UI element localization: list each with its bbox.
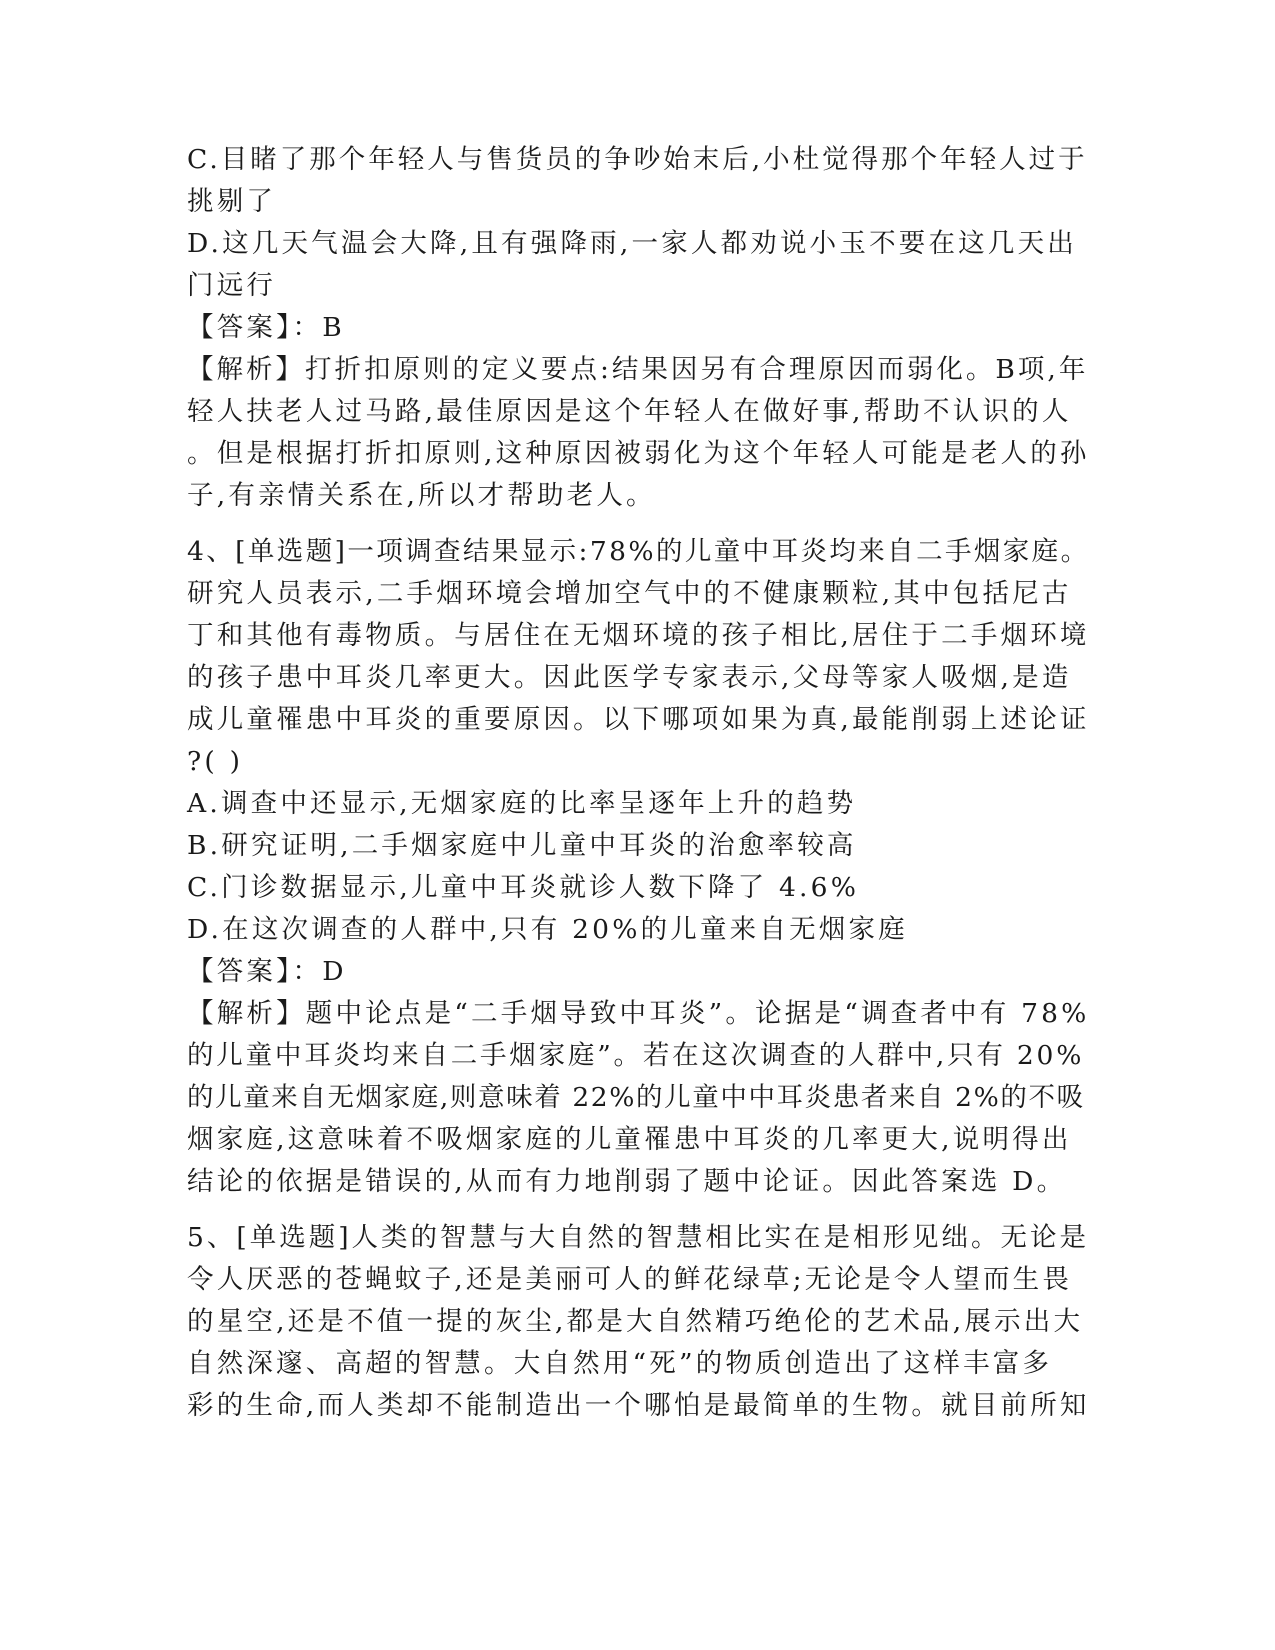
q5-stem-line-3: 的星空,还是不值一提的灰尘,都是大自然精巧绝伦的艺术品,展示出大 bbox=[187, 1306, 1084, 1337]
q4-analysis-line-4: 烟家庭,这意味着不吸烟家庭的儿童罹患中耳炎的几率更大,说明得出 bbox=[187, 1124, 1072, 1155]
q3-analysis-line-4: 子,有亲情关系在,所以才帮助老人。 bbox=[187, 480, 656, 511]
q3-answer: 【答案】：B bbox=[187, 312, 345, 343]
q3-option-c-line-2: 挑剔了 bbox=[187, 186, 277, 217]
q4-analysis-line-2: 的儿童中耳炎均来自二手烟家庭”。若在这次调查的人群中,只有 20% bbox=[187, 1040, 1085, 1071]
q4-analysis-line-1: 【解析】题中论点是“二手烟导致中耳炎”。论据是“调查者中有 78% bbox=[187, 998, 1090, 1029]
q4-answer: 【答案】：D bbox=[187, 956, 347, 987]
q5-stem-line-4: 自然深邃、高超的智慧。大自然用“死”的物质创造出了这样丰富多 bbox=[187, 1348, 1053, 1379]
q4-stem-line-3: 丁和其他有毒物质。与居住在无烟环境的孩子相比,居住于二手烟环境 bbox=[187, 620, 1090, 651]
q4-option-d: D.在这次调查的人群中,只有 20%的儿童来自无烟家庭 bbox=[187, 914, 908, 945]
q4-stem-line-6: ?( ) bbox=[187, 746, 244, 777]
q4-stem-line-1: 4、[单选题]一项调查结果显示:78%的儿童中耳炎均来自二手烟家庭。 bbox=[187, 536, 1090, 567]
q3-analysis-line-2: 轻人扶老人过马路,最佳原因是这个年轻人在做好事,帮助不认识的人 bbox=[187, 396, 1072, 427]
q4-option-c: C.门诊数据显示,儿童中耳炎就诊人数下降了 4.6% bbox=[187, 872, 860, 903]
q4-option-b: B.研究证明,二手烟家庭中儿童中耳炎的治愈率较高 bbox=[187, 830, 857, 861]
q4-option-a: A.调查中还显示,无烟家庭的比率呈逐年上升的趋势 bbox=[187, 788, 857, 819]
q3-option-d-line-2: 门远行 bbox=[187, 270, 277, 301]
q4-stem-line-2: 研究人员表示,二手烟环境会增加空气中的不健康颗粒,其中包括尼古 bbox=[187, 578, 1072, 609]
q3-analysis-line-1: 【解析】打折扣原则的定义要点:结果因另有合理原因而弱化。B项,年 bbox=[187, 354, 1089, 385]
q3-option-c-line-1: C.目睹了那个年轻人与售货员的争吵始末后,小杜觉得那个年轻人过于 bbox=[187, 144, 1088, 175]
q4-stem-line-5: 成儿童罹患中耳炎的重要原因。以下哪项如果为真,最能削弱上述论证 bbox=[187, 704, 1090, 735]
q4-stem-line-4: 的孩子患中耳炎几率更大。因此医学专家表示,父母等家人吸烟,是造 bbox=[187, 662, 1072, 693]
q4-analysis-line-5: 结论的依据是错误的,从而有力地削弱了题中论证。因此答案选 D。 bbox=[187, 1166, 1067, 1197]
q3-option-d-line-1: D.这几天气温会大降,且有强降雨,一家人都劝说小玉不要在这几天出 bbox=[187, 228, 1077, 259]
q5-stem-line-2: 令人厌恶的苍蝇蚊子,还是美丽可人的鲜花绿草;无论是令人望而生畏 bbox=[187, 1264, 1073, 1295]
q5-stem-line-5: 彩的生命,而人类却不能制造出一个哪怕是最简单的生物。就目前所知 bbox=[187, 1390, 1090, 1421]
q3-analysis-line-3: 。但是根据打折扣原则,这种原因被弱化为这个年轻人可能是老人的孙 bbox=[187, 438, 1090, 469]
q4-analysis-line-3: 的儿童来自无烟家庭,则意味着 22%的儿童中中耳炎患者来自 2%的不吸 bbox=[187, 1082, 1085, 1113]
q5-stem-line-1: 5、[单选题]人类的智慧与大自然的智慧相比实在是相形见绌。无论是 bbox=[187, 1222, 1090, 1253]
